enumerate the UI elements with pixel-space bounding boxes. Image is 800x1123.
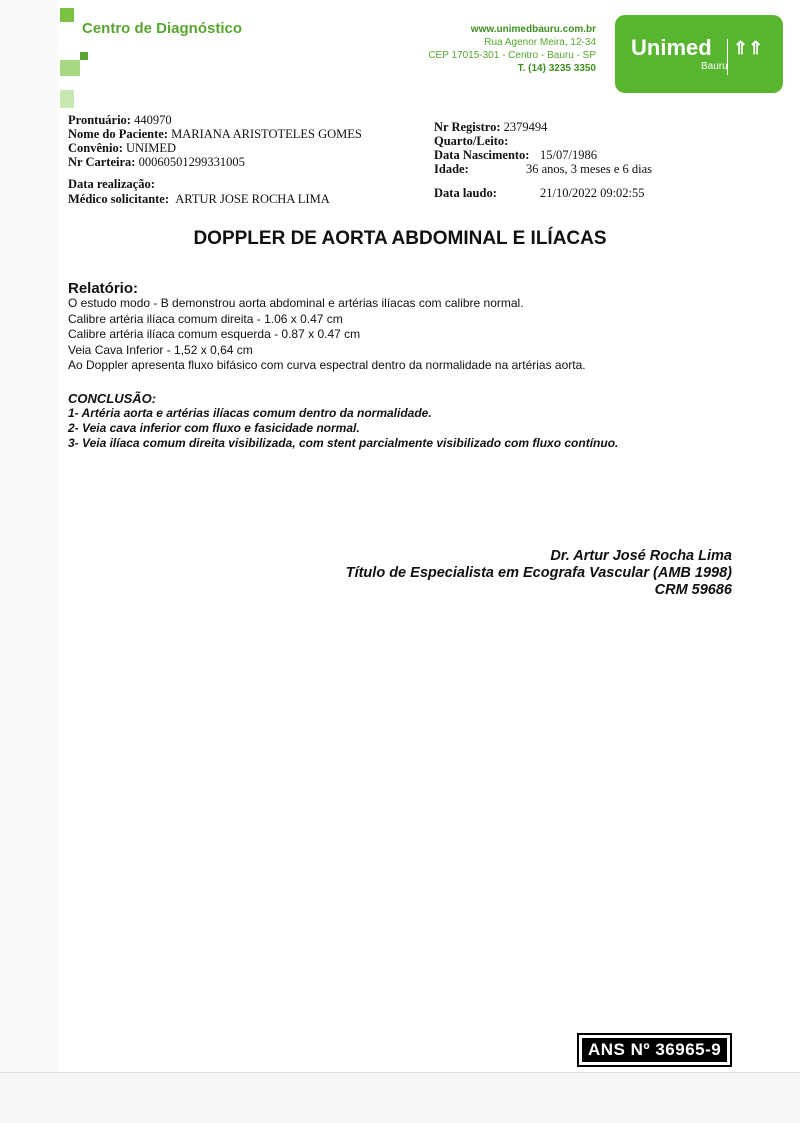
address: Rua Agenor Meira, 12-34	[484, 37, 596, 48]
conclusion-line: 1- Artéria aorta e artérias ilíacas comum dentro da normalidade.	[68, 406, 432, 420]
signature-crm: CRM 59686	[654, 582, 732, 598]
website: www.unimedbauru.com.br	[470, 24, 596, 35]
conclusion-body	[68, 406, 618, 451]
tree-icon: ⇑⇑	[733, 38, 764, 58]
ans-badge	[577, 1033, 732, 1067]
conclusion-heading: CONCLUSÃO:	[68, 391, 157, 406]
cep: CEP 17015-301 - Centro - Bauru - SP	[428, 50, 596, 61]
logo-square-3	[60, 60, 80, 76]
laudo-label: Data laudo:	[434, 186, 497, 200]
nome-value: MARIANA ARISTOTELES GOMES	[171, 127, 362, 141]
ans-number: ANS Nº 36965-9	[582, 1038, 727, 1062]
report-line: Ao Doppler apresenta fluxo bifásico com curva espectral dentro da normalidade na artérias aorta.	[68, 358, 586, 372]
report-line: Veia Cava Inferior - 1,52 x 0,64 cm	[68, 342, 253, 357]
nascimento-value: 15/07/1986	[540, 148, 597, 162]
unimed-logo	[615, 15, 783, 93]
nascimento-label: Data Nascimento:	[434, 148, 530, 162]
convenio-label: Convênio:	[68, 141, 123, 155]
contact-block	[428, 23, 596, 75]
data-realizacao-label: Data realização:	[68, 177, 155, 191]
convenio-value: UNIMED	[126, 141, 176, 155]
logo-brand: Unimed	[631, 35, 712, 60]
carteira-label: Nr Carteira:	[68, 155, 136, 169]
registry-info	[434, 120, 652, 200]
logo-city: Bauru	[701, 61, 728, 72]
patient-info	[68, 113, 362, 206]
exam-title: DOPPLER DE AORTA ABDOMINAL E ILÍACAS	[193, 228, 607, 249]
phone: T. (14) 3235 3350	[517, 63, 596, 74]
idade-label: Idade:	[434, 162, 469, 176]
signature-block	[346, 548, 732, 599]
registro-label: Nr Registro:	[434, 120, 501, 134]
page-edge	[0, 0, 59, 1072]
scan-bottom-strip	[0, 1072, 800, 1123]
signature-title: Título de Especialista em Ecografa Vascular (AMB 1998)	[345, 565, 732, 581]
quarto-label: Quarto/Leito:	[434, 134, 509, 148]
logo-square-2	[80, 52, 88, 60]
logo-square-4	[60, 90, 74, 108]
registro-value: 2379494	[503, 120, 548, 134]
report-body	[68, 296, 586, 374]
signature-name: Dr. Artur José Rocha Lima	[550, 548, 732, 564]
conclusion-line: 2- Veia cava inferior com fluxo e fasicidade normal.	[68, 421, 360, 435]
prontuario-value: 440970	[134, 113, 172, 127]
nome-label: Nome do Paciente:	[68, 127, 168, 141]
conclusion-line: 3- Veia ilíaca comum direita visibilizada, com stent parcialmente visibilizado com fluxo contínuo.	[68, 436, 619, 450]
prontuario-label: Prontuário:	[68, 113, 131, 127]
medico-value: ARTUR JOSE ROCHA LIMA	[175, 192, 330, 206]
medico-label: Médico solicitante:	[68, 192, 170, 206]
report-line: Calibre artéria ilíaca comum esquerda - 0.87 x 0.47 cm	[68, 327, 361, 341]
idade-value: 36 anos, 3 meses e 6 dias	[526, 162, 653, 176]
report-heading: Relatório:	[68, 280, 139, 297]
center-name: Centro de Diagnóstico	[82, 20, 243, 37]
report-line: Calibre artéria ilíaca comum direita - 1.06 x 0.47 cm	[68, 311, 343, 326]
carteira-value: 00060501299331005	[138, 155, 245, 169]
report-line: O estudo modo - B demonstrou aorta abdominal e artérias ilíacas com calibre normal.	[68, 296, 524, 310]
logo-square-1	[60, 8, 74, 22]
laudo-value: 21/10/2022 09:02:55	[540, 186, 645, 200]
